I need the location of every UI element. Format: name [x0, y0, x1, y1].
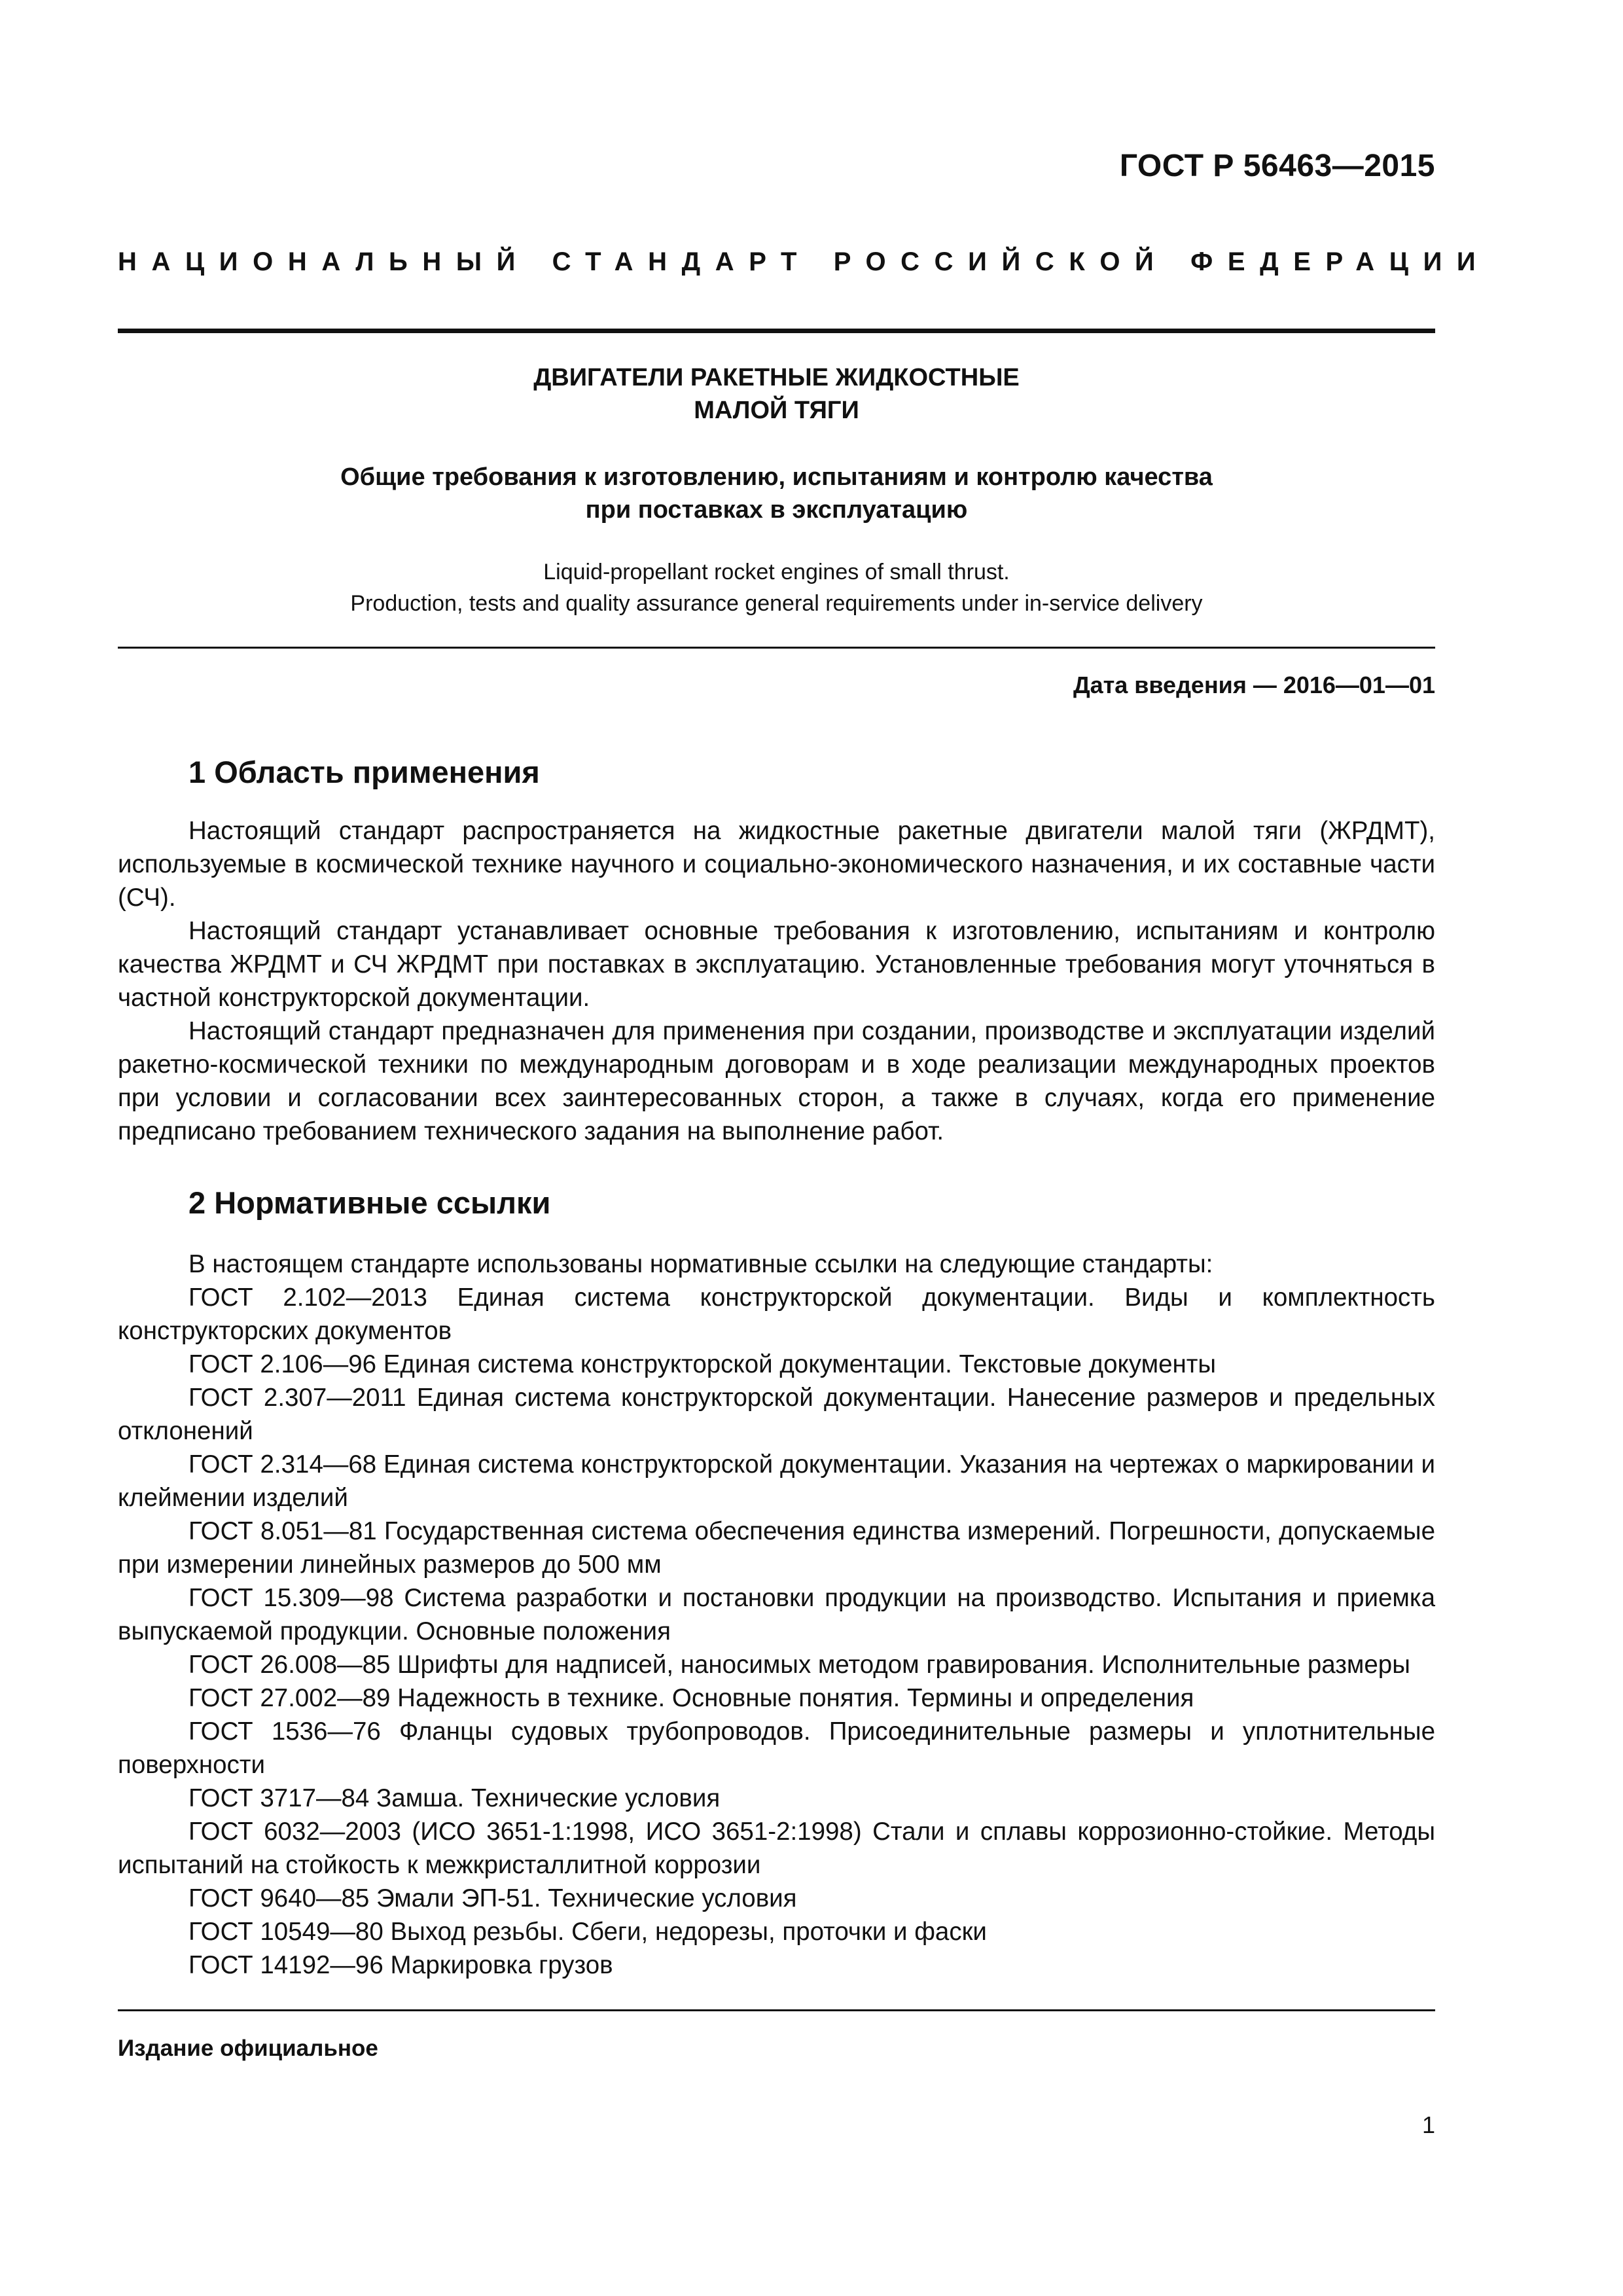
subtitle-line: Общие требования к изготовлению, испытаниям и контролю качества	[340, 463, 1213, 491]
reference-item	[118, 1648, 1435, 1681]
reference-title: Выход резьбы. Сбеги, недорезы, проточки и фаски	[390, 1918, 987, 1946]
national-standard-header: НАЦИОНАЛЬНЫЙ СТАНДАРТ РОССИЙСКОЙ ФЕДЕРАЦИИ	[118, 247, 1491, 276]
reference-code: ГОСТ 27.002—89	[188, 1684, 391, 1712]
reference-code: ГОСТ 15.309—98	[188, 1584, 394, 1612]
header-rule	[118, 329, 1435, 333]
edition-label: Издание официальное	[118, 2036, 378, 2061]
reference-code: ГОСТ 2.314—68	[188, 1450, 377, 1479]
reference-code: ГОСТ 1536—76	[188, 1717, 381, 1746]
reference-item	[118, 1381, 1435, 1448]
reference-item	[118, 1782, 1435, 1815]
reference-title: Единая система конструкторской документации. Виды и комплектность конструкторских документов	[118, 1283, 1435, 1345]
reference-item	[118, 1681, 1435, 1715]
reference-code: ГОСТ 2.102—2013	[188, 1283, 427, 1312]
section-2-body	[118, 1247, 1435, 1982]
reference-item	[118, 1348, 1435, 1381]
paragraph: Настоящий стандарт устанавливает основные требования к изготовлению, испытаниям и контролю качества ЖРДМТ и СЧ ЖРДМТ при поставках в эксплуатацию. Установленные требования могут уточняться в частной конструкторской документации.	[118, 917, 1435, 1012]
title-line: МАЛОЙ ТЯГИ	[694, 397, 859, 424]
reference-title: Замша. Технические условия	[376, 1784, 721, 1812]
title-rule	[118, 647, 1435, 649]
reference-title: Эмали ЭП-51. Технические условия	[376, 1884, 797, 1912]
reference-code: ГОСТ 2.307—2011	[188, 1384, 406, 1412]
reference-item	[118, 1515, 1435, 1581]
reference-item	[118, 1815, 1435, 1882]
reference-item	[118, 1948, 1435, 1982]
reference-title: Единая система конструкторской документации. Текстовые документы	[383, 1350, 1217, 1378]
references-intro: В настоящем стандарте использованы нормативные ссылки на следующие стандарты:	[188, 1250, 1213, 1278]
reference-item	[118, 1915, 1435, 1948]
paragraph: Настоящий стандарт распространяется на жидкостные ракетные двигатели малой тяги (ЖРДМТ), используемые в космической технике научного и социально-экономического назначения, и их составные части (СЧ).	[118, 817, 1435, 912]
reference-title: Надежность в технике. Основные понятия. Термины и определения	[397, 1684, 1194, 1712]
english-title-line: Liquid-propellant rocket engines of small thrust.	[543, 560, 1010, 584]
document-code: ГОСТ Р 56463—2015	[1119, 149, 1435, 183]
reference-title: Фланцы судовых трубопроводов. Присоединительные размеры и уплотнительные поверхности	[118, 1717, 1436, 1779]
reference-code: ГОСТ 2.106—96	[188, 1350, 377, 1378]
reference-code: ГОСТ 14192—96	[188, 1951, 383, 1979]
title-line: ДВИГАТЕЛИ РАКЕТНЫЕ ЖИДКОСТНЫЕ	[533, 364, 1020, 391]
english-title-line: Production, tests and quality assurance general requirements under in-service delivery	[350, 591, 1203, 616]
reference-title: Маркировка грузов	[390, 1951, 613, 1979]
introduction-date: Дата введения — 2016—01—01	[1073, 672, 1435, 698]
footer-rule	[118, 2009, 1435, 2011]
reference-code: ГОСТ 6032—2003	[188, 1818, 401, 1846]
reference-title: (ИСО 3651-1:1998, ИСО 3651-2:1998) Стали и сплавы коррозионно-стойкие. Методы испытаний на стойкость к межкристаллитной коррозии	[118, 1818, 1436, 1879]
reference-code: ГОСТ 26.008—85	[188, 1651, 391, 1679]
reference-title: Государственная система обеспечения единства измерений. Погрешности, допускаемые при измерении линейных размеров до 500 мм	[118, 1517, 1435, 1579]
english-title	[118, 556, 1435, 619]
reference-item	[118, 1715, 1435, 1782]
section-1-body	[118, 814, 1435, 1148]
document-title	[118, 361, 1435, 427]
page-number: 1	[1421, 2111, 1435, 2138]
reference-code: ГОСТ 9640—85	[188, 1884, 370, 1912]
document-page	[118, 0, 1491, 2296]
reference-code: ГОСТ 10549—80	[188, 1918, 383, 1946]
reference-item	[118, 1448, 1435, 1515]
reference-title: Единая система конструкторской документации. Указания на чертежах о маркировании и клеймении изделий	[118, 1450, 1435, 1512]
reference-code: ГОСТ 3717—84	[188, 1784, 370, 1812]
reference-title: Единая система конструкторской документации. Нанесение размеров и предельных отклонений	[118, 1384, 1436, 1445]
section-1-heading: 1 Область применения	[188, 755, 540, 789]
section-2-heading: 2 Нормативные ссылки	[188, 1185, 551, 1220]
reference-item	[118, 1882, 1435, 1915]
reference-item	[118, 1581, 1435, 1648]
subtitle-line: при поставках в эксплуатацию	[585, 496, 968, 524]
paragraph: Настоящий стандарт предназначен для применения при создании, производстве и эксплуатации изделий ракетно-космической техники по международным договорам и в ходе реализации международных проектов при условии и согласовании всех заинтересованных сторон, а также в случаях, когда его применение предписано требованием технического задания на выполнение работ.	[118, 1017, 1435, 1145]
reference-code: ГОСТ 8.051—81	[188, 1517, 377, 1545]
reference-title: Шрифты для надписей, наносимых методом гравирования. Исполнительные размеры	[397, 1651, 1410, 1679]
document-subtitle	[118, 461, 1435, 526]
reference-item	[118, 1281, 1435, 1348]
reference-title: Система разработки и постановки продукции на производство. Испытания и приемка выпускаемой продукции. Основные положения	[118, 1584, 1435, 1645]
